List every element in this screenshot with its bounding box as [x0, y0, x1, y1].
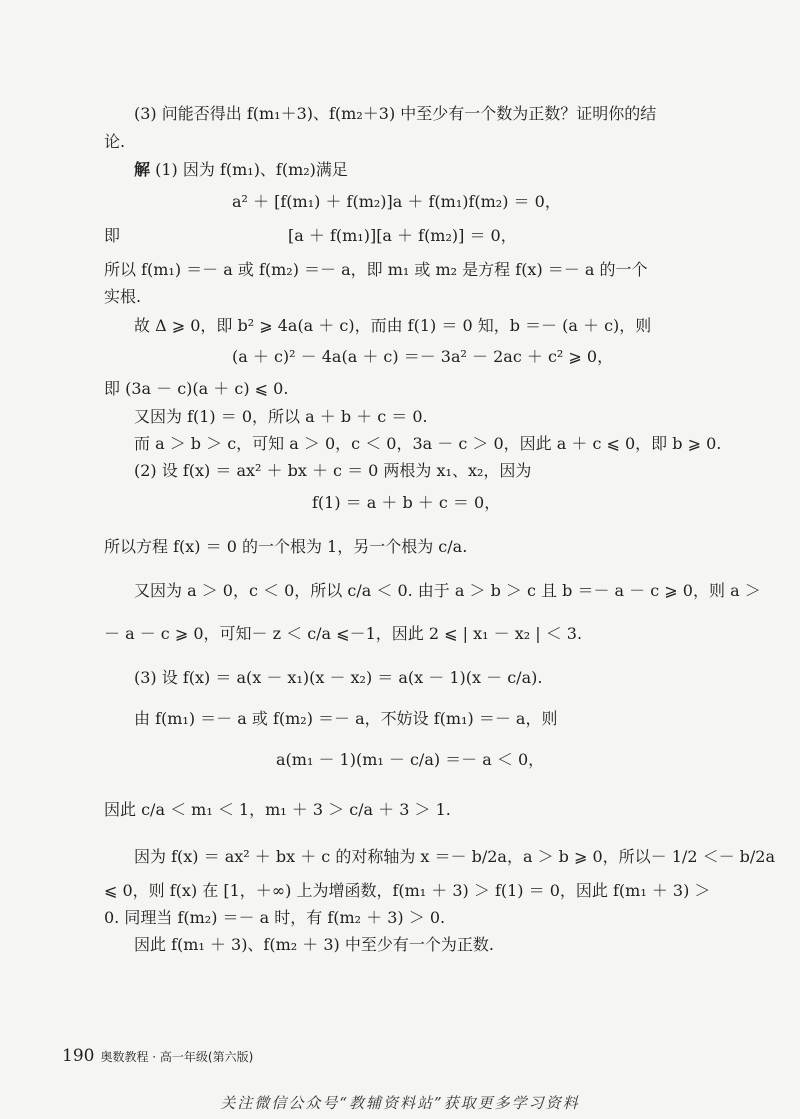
page-footer: [62, 1046, 253, 1066]
solution-part-3: (3) 设 f(x) ＝ a(x － x₁)(x － x₂) ＝ a(x － 1)(x － c/a).: [134, 668, 543, 687]
text-line: ⩽ 0，则 f(x) 在 [1，＋∞) 上为增函数，f(m₁ ＋ 3) ＞ f(1) ＝ 0，因此 f(m₁ ＋ 3) ＞: [104, 881, 711, 900]
text-line: 实根.: [104, 287, 142, 306]
label-ji: 即: [104, 226, 121, 245]
conclusion-line: 因此 f(m₁ ＋ 3)、f(m₂ ＋ 3) 中至少有一个为正数.: [134, 935, 494, 954]
text-line: 由 f(m₁) ＝－ a 或 f(m₂) ＝－ a，不妨设 f(m₁) ＝－ a，则: [134, 709, 558, 728]
text-line: 所以方程 f(x) ＝ 0 的一个根为 1，另一个根为 c/a.: [104, 537, 468, 556]
text-line: 故 Δ ⩾ 0，即 b² ⩾ 4a(a ＋ c)，而由 f(1) ＝ 0 知，b ＝－ (a ＋ c)，则: [134, 316, 652, 335]
solution-intro: (1) 因为 f(m₁)、f(m₂)满足: [150, 160, 348, 179]
page-number: 190: [62, 1046, 95, 1066]
text-line: － a － c ⩾ 0，可知－ z ＜ c/a ⩽－1，因此 2 ⩽ | x₁ － x₂ | ＜ 3.: [104, 624, 583, 643]
equation-3: (a ＋ c)² － 4a(a ＋ c) ＝－ 3a² － 2ac ＋ c² ⩾ 0，: [232, 347, 614, 366]
solution-part-2: (2) 设 f(x) ＝ ax² ＋ bx ＋ c ＝ 0 两根为 x₁、x₂，因为: [134, 461, 532, 480]
text-line: 0. 同理当 f(m₂) ＝－ a 时，有 f(m₂ ＋ 3) ＞ 0.: [104, 908, 446, 927]
text-line: 又因为 f(1) ＝ 0，所以 a ＋ b ＋ c ＝ 0.: [134, 407, 428, 426]
text-line: 即 (3a － c)(a ＋ c) ⩽ 0.: [104, 379, 289, 398]
solution-label: 解: [134, 160, 151, 179]
text-line: 因为 f(x) ＝ ax² ＋ bx ＋ c 的对称轴为 x ＝－ b/2a，a ＞ b ⩾ 0，所以－ 1/2 ＜－ b/2a: [134, 847, 776, 866]
solution-start: [134, 159, 348, 181]
watermark-text: 关注微信公众号“教辅资料站”获取更多学习资料: [220, 1094, 580, 1112]
equation-1: a² ＋ [f(m₁) ＋ f(m₂)]a ＋ f(m₁)f(m₂) ＝ 0，: [232, 192, 561, 211]
text-line: 因此 c/a ＜ m₁ ＜ 1，m₁ ＋ 3 ＞ c/a ＋ 3 ＞ 1.: [104, 800, 451, 819]
book-title: 奥数教程 · 高一年级(第六版): [100, 1050, 254, 1064]
equation-5: a(m₁ － 1)(m₁ － c/a) ＝－ a ＜ 0，: [276, 750, 545, 769]
problem-part-3-line: (3) 问能否得出 f(m₁＋3)、f(m₂＋3) 中至少有一个数为正数？证明你的结: [134, 104, 657, 123]
text-line: 所以 f(m₁) ＝－ a 或 f(m₂) ＝－ a，即 m₁ 或 m₂ 是方程 f(x) ＝－ a 的一个: [104, 260, 648, 279]
text-line: 又因为 a ＞ 0，c ＜ 0，所以 c/a ＜ 0. 由于 a ＞ b ＞ c 且 b ＝－ a － c ⩾ 0，则 a ＞: [134, 581, 761, 600]
equation-2: [a ＋ f(m₁)][a ＋ f(m₂)] ＝ 0，: [288, 226, 517, 245]
equation-4: f(1) ＝ a ＋ b ＋ c ＝ 0，: [312, 493, 501, 512]
problem-part-3-cont: 论.: [104, 132, 126, 151]
text-line: 而 a ＞ b ＞ c，可知 a ＞ 0，c ＜ 0，3a － c ＞ 0，因此 a ＋ c ⩽ 0，即 b ⩾ 0.: [134, 434, 722, 453]
